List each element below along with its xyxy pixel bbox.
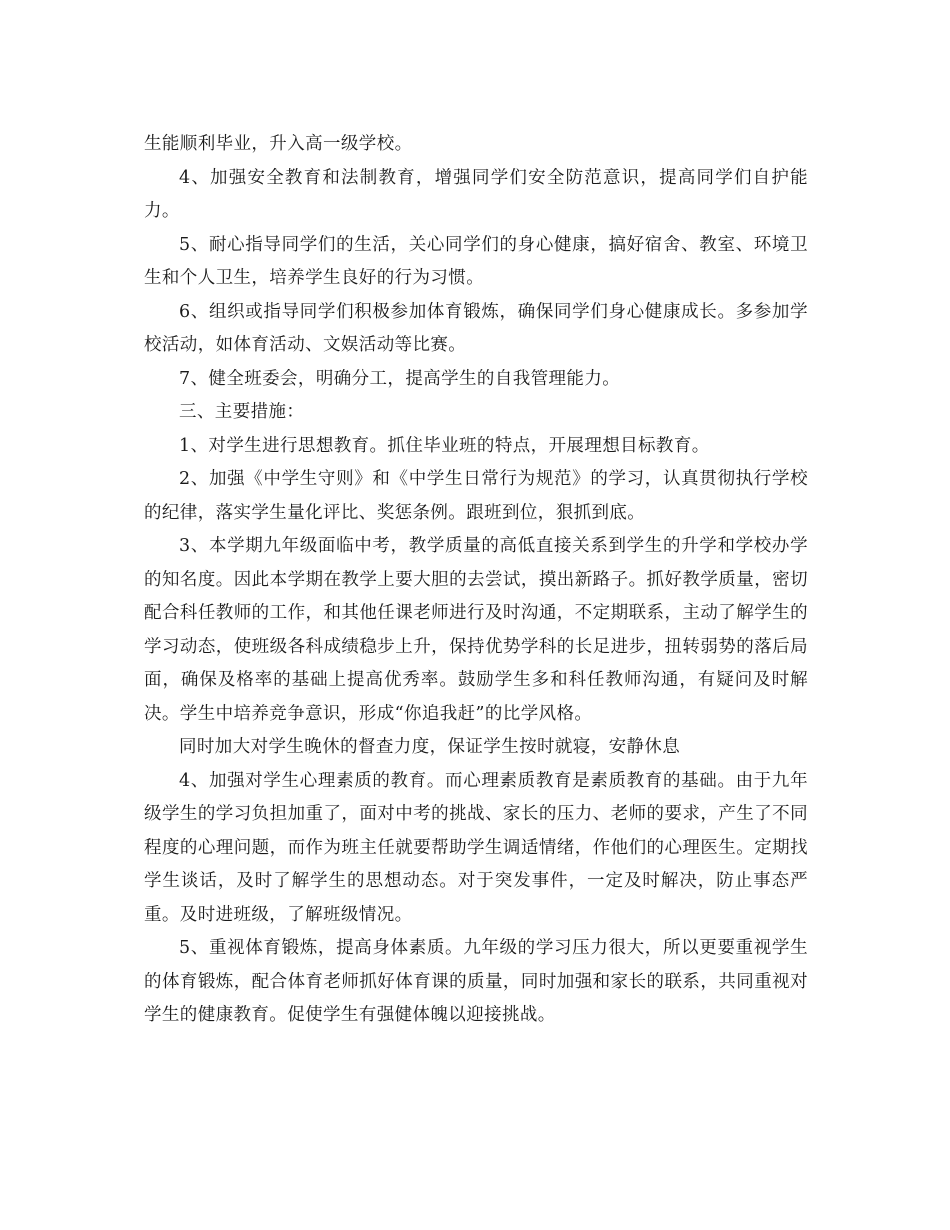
paragraph-item-4-safety: 4、加强安全教育和法制教育，增强同学们安全防范意识，提高同学们自护能力。 (144, 167, 808, 221)
paragraph-measure-5: 5、重视体育锻炼，提高身体素质。九年级的学习压力很大，所以更要重视学生的体育锻炼，配合体育老师抓好体育课的质量，同时加强和家长的联系，共同重视对学生的健康教育。促使学生有强健体魄以迎接挑战。 (144, 938, 808, 1025)
paragraph-item-5-life: 5、耐心指导同学们的生活，关心同学们的身心健康，搞好宿舍、教室、环境卫生和个人卫生，培养学生良好的行为习惯。 (144, 234, 808, 288)
paragraph-evening-supervision: 同时加大对学生晚休的督查力度，保证学生按时就寝，安静休息 (179, 737, 681, 757)
paragraph-measure-2: 2、加强《中学生守则》和《中学生日常行为规范》的学习，认真贯彻执行学校的纪律，落实学生量化评比、奖惩条例。跟班到位，狠抓到底。 (144, 469, 808, 523)
paragraph-continuation: 生能顺利毕业，升入高一级学校。 (144, 134, 413, 154)
paragraph-item-6-sports: 6、组织或指导同学们积极参加体育锻炼，确保同学们身心健康成长。多参加学校活动，如体育活动、文娱活动等比赛。 (144, 301, 808, 355)
paragraph-measure-4: 4、加强对学生心理素质的教育。而心理素质教育是素质教育的基础。由于九年级学生的学习负担加重了，面对中考的挑战、家长的压力、老师的要求，产生了不同程度的心理问题，而作为班主任就要帮助学生调适情绪，作他们的心理医生。定期找学生谈话，及时了解学生的思想动态。对于突发事件，一定及时解决，防止事态严重。及时进班级，了解班级情况。 (144, 770, 808, 925)
paragraph-item-7-committee: 7、健全班委会，明确分工，提高学生的自我管理能力。 (179, 368, 621, 389)
paragraph-measure-1: 1、对学生进行思想教育。抓住毕业班的特点，开展理想目标教育。 (179, 435, 710, 456)
section-heading-measures: 三、主要措施： (179, 402, 305, 422)
document-body (144, 128, 808, 1033)
paragraph-measure-3: 3、本学期九年级面临中考，教学质量的高低直接关系到学生的升学和学校办学的知名度。因此本学期在教学上要大胆的去尝试，摸出新路子。抓好教学质量，密切配合科任教师的工作，和其他任课老师进行及时沟通，不定期联系，主动了解学生的学习动态，使班级各科成绩稳步上升，保持优势学科的长足进步，扭转弱势的落后局面，确保及格率的基础上提高优秀率。鼓励学生多和科任教师沟通，有疑问及时解决。学生中培养竞争意识，形成“你追我赶”的比学风格。 (144, 536, 808, 724)
